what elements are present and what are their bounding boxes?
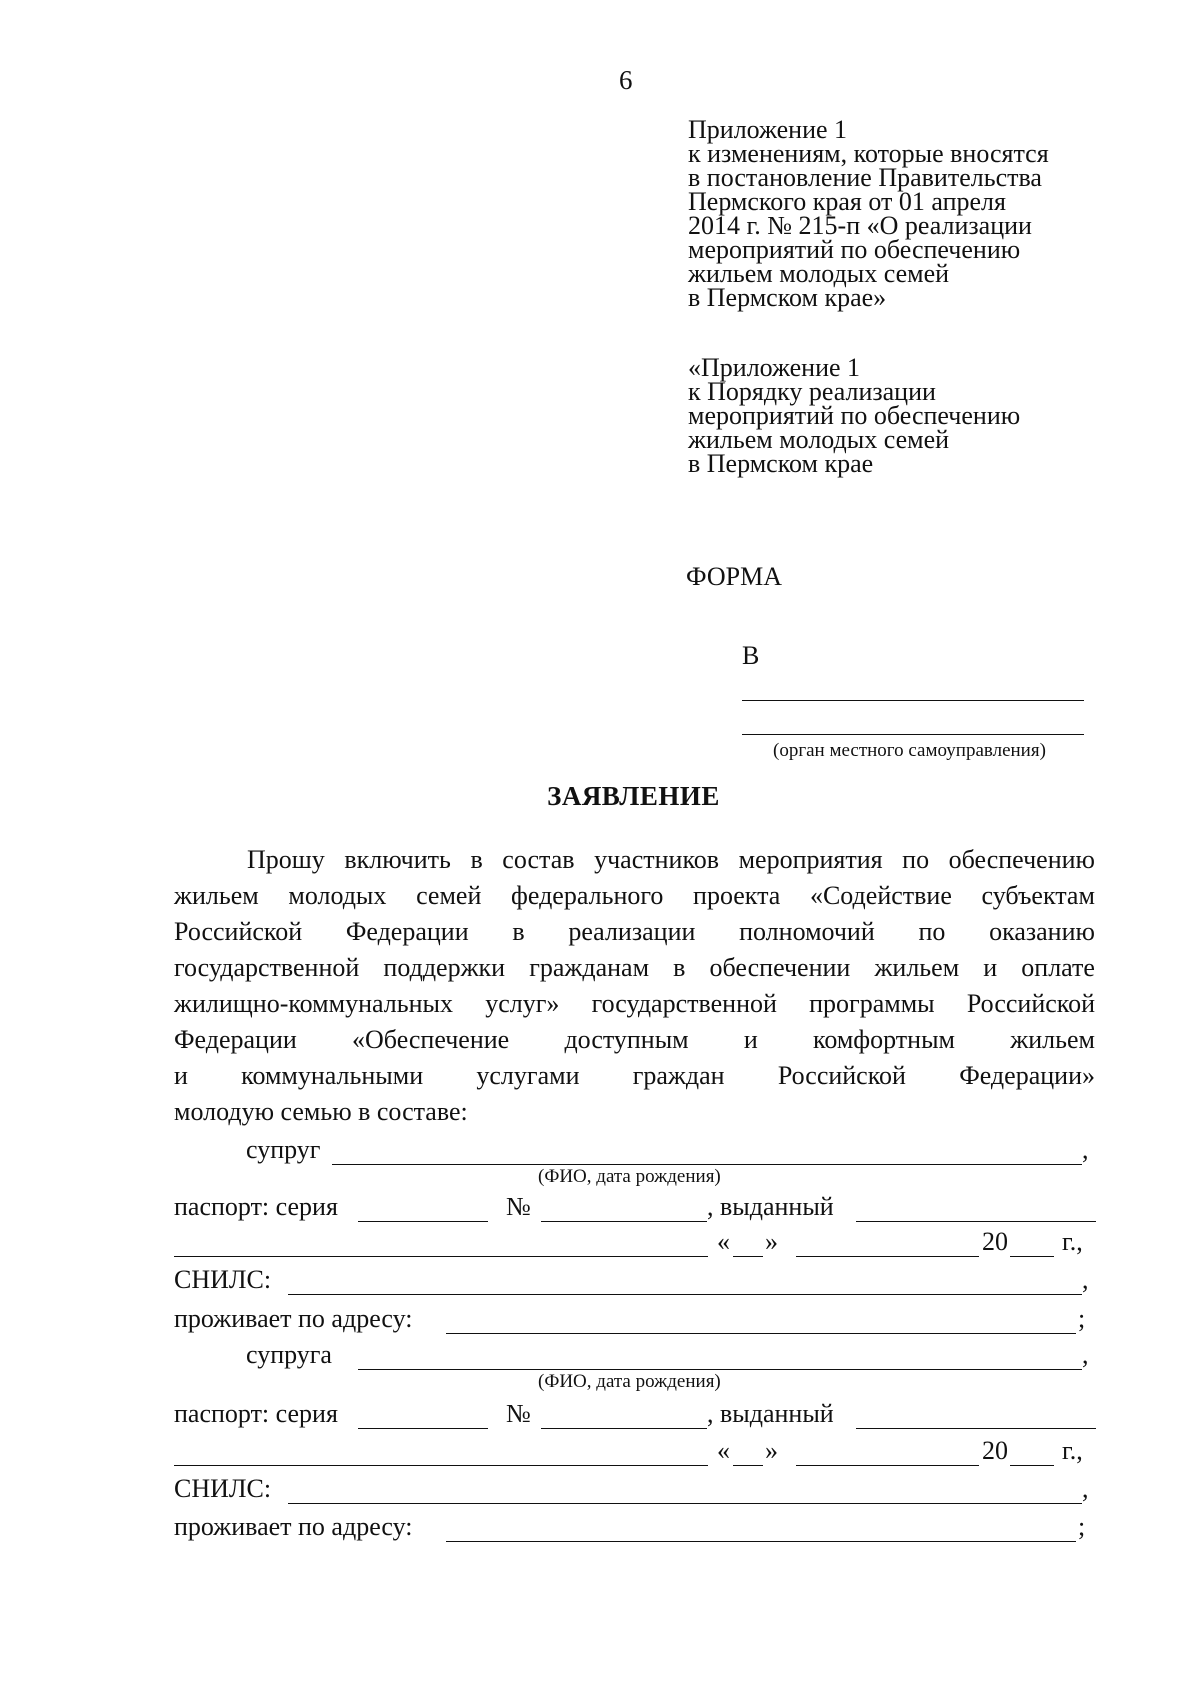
spouse-f-passport-series-line[interactable] [358,1428,488,1429]
spouse-f-issued-line[interactable] [856,1428,1096,1429]
spouse-f-label: супруга [246,1340,332,1369]
form-label: ФОРМА [686,562,782,591]
spouse-day-line[interactable] [733,1256,763,1257]
body-word: субъектам [981,881,1095,910]
body-word: и [174,1061,188,1090]
spouse-f-number-sign: № [506,1399,531,1428]
spouse-f-address-label: проживает по адресу: [174,1512,413,1541]
spouse-f-address-line[interactable] [446,1541,1076,1542]
body-word: жильем [874,953,960,982]
body-word: комфортным [813,1025,956,1054]
body-word: услуг» [485,989,560,1018]
body-word: Федерации» [959,1061,1095,1090]
body-word: «Содействие [809,881,952,910]
spouse-passport-number-line[interactable] [541,1221,707,1222]
spouse-address-semicolon: ; [1078,1304,1086,1333]
spouse-f-day-line[interactable] [733,1465,763,1466]
body-line [174,1094,1095,1130]
appendix-sub-line: в Пермском крае [688,449,874,478]
appendix-sub-line: мероприятий по обеспечению [688,401,1021,430]
body-word: включить [344,845,451,874]
body-line [174,986,1095,1022]
body-word: молодых [288,881,387,910]
body-word: проекта [693,881,781,910]
body-word: поддержки [383,953,506,982]
body-word: по [902,845,930,874]
spouse-snils-line[interactable] [288,1294,1082,1295]
body-word: гражданам [529,953,650,982]
appendix-header-line: мероприятий по обеспечению [688,235,1021,264]
spouse-f-year-line[interactable] [1010,1465,1054,1466]
appendix-header-line: 2014 г. № 215-п «О реализации [688,211,1032,240]
body-word: в [673,953,686,982]
body-line [174,914,1095,950]
body-word: «Обеспечение [352,1025,510,1054]
addressee-line-2 [742,734,1084,735]
spouse-issued-line-2[interactable] [174,1256,708,1257]
spouse-number-sign: № [506,1192,531,1221]
spouse-f-fio-line[interactable] [358,1369,1082,1370]
body-word: коммунальными [241,1061,424,1090]
body-word: семей [416,881,482,910]
spouse-address-line[interactable] [446,1333,1076,1334]
spouse-label: супруг [246,1135,321,1164]
spouse-f-passport-number-line[interactable] [541,1428,707,1429]
body-word: доступным [564,1025,689,1054]
body-word: и [983,953,998,982]
appendix-header-line: в постановление Правительства [688,163,1042,192]
spouse-f-date-close: » [765,1436,778,1465]
spouse-passport-series-line[interactable] [358,1221,488,1222]
spouse-f-passport-series-label: паспорт: серия [174,1399,338,1428]
spouse-passport-series-label: паспорт: серия [174,1192,338,1221]
body-word: Российской [174,917,303,946]
body-word: жильем [174,881,259,910]
spouse-f-issued-line-2[interactable] [174,1465,708,1466]
body-word: в [512,917,525,946]
spouse-f-month-line[interactable] [796,1465,979,1466]
body-word: услугами [476,1061,580,1090]
spouse-f-snils-line[interactable] [288,1503,1082,1504]
body-word: оплате [1021,953,1095,982]
body-word: граждан [632,1061,725,1090]
spouse-f-issued-label: , выданный [707,1399,834,1428]
body-word: участников [594,845,720,874]
body-line [174,842,1095,878]
body-word: обеспечении [709,953,851,982]
body-line [174,878,1095,914]
body-word: обеспечению [948,845,1095,874]
addressee-caption: (орган местного самоуправления) [773,740,1046,761]
body-paragraph [174,842,1095,1130]
spouse-f-snils-comma: , [1082,1474,1089,1503]
spouse-year-suffix: г., [1062,1227,1083,1256]
body-word: реализации [568,917,696,946]
document-title: ЗАЯВЛЕНИЕ [547,781,720,811]
spouse-f-comma: , [1082,1340,1089,1369]
spouse-address-label: проживает по адресу: [174,1304,413,1333]
body-word: оказанию [989,917,1095,946]
body-line [174,1058,1095,1094]
appendix-sub [688,353,1021,478]
appendix-sub-line: к Порядку реализации [688,377,936,406]
spouse-year-prefix: 20 [982,1227,1008,1256]
body-word: программы [809,989,935,1018]
spouse-issued-label: , выданный [707,1192,834,1221]
addressee-prefix: В [742,641,760,670]
body-line [174,950,1095,986]
body-word: федерального [511,881,664,910]
appendix-header-line: Приложение 1 [688,115,848,144]
body-word: жильем [1010,1025,1095,1054]
body-word: состав [502,845,575,874]
appendix-header-line: к изменениям, которые вносятся [688,139,1049,168]
body-word: жилищно-коммунальных [174,989,453,1018]
spouse-f-year-prefix: 20 [982,1436,1008,1465]
spouse-snils-label: СНИЛС: [174,1265,272,1294]
body-word: Федерации [345,917,469,946]
appendix-header-line: Пермского края от 01 апреля [688,187,1006,216]
spouse-f-year-suffix: г., [1062,1436,1083,1465]
body-word: полномочий [739,917,875,946]
body-word: Прошу [247,845,325,874]
body-word: государственной [591,989,777,1018]
appendix-header-line: жильем молодых семей [688,259,950,288]
spouse-fio-caption: (ФИО, дата рождения) [538,1166,721,1187]
spouse-issued-line[interactable] [856,1221,1096,1222]
spouse-snils-comma: , [1082,1265,1089,1294]
appendix-sub-line: «Приложение 1 [688,353,861,382]
spouse-f-address-semicolon: ; [1078,1512,1086,1541]
body-word: государственной [174,953,360,982]
addressee-line-1 [742,700,1084,701]
spouse-fio-line[interactable] [332,1164,1082,1165]
body-line [174,1022,1095,1058]
body-word: молодую семью в составе: [174,1097,468,1126]
body-word: Российской [966,989,1095,1018]
body-word: в [470,845,483,874]
appendix-sub-line: жильем молодых семей [688,425,950,454]
page-number: 6 [619,65,633,95]
spouse-date-close: » [765,1227,778,1256]
appendix-header-line: в Пермском крае» [688,283,887,312]
spouse-comma: , [1082,1135,1089,1164]
spouse-f-date-open: « [717,1436,730,1465]
spouse-f-snils-label: СНИЛС: [174,1474,272,1503]
appendix-header [688,115,1049,312]
spouse-year-line[interactable] [1010,1256,1054,1257]
body-word: мероприятия [738,845,883,874]
spouse-month-line[interactable] [796,1256,979,1257]
spouse-date-open: « [717,1227,730,1256]
body-word: Федерации [174,1025,297,1054]
spouse-f-fio-caption: (ФИО, дата рождения) [538,1371,721,1392]
body-word: Российской [777,1061,906,1090]
body-word: по [918,917,946,946]
body-word: и [743,1025,758,1054]
